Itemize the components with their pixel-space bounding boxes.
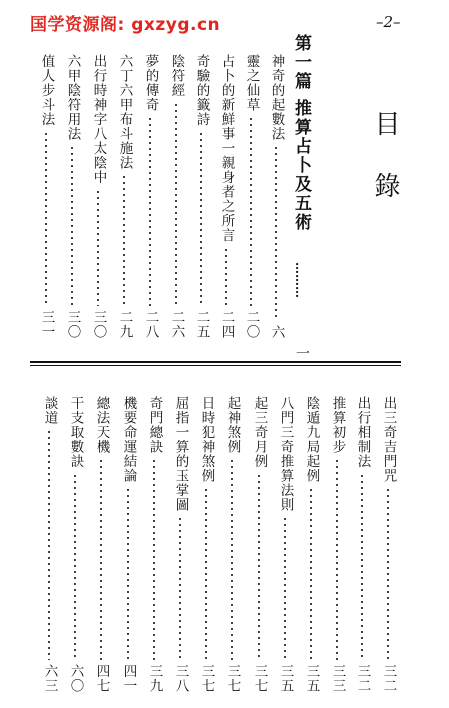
leader-dots — [336, 458, 338, 660]
leader-dots — [258, 473, 260, 661]
leader-dots — [275, 145, 277, 321]
watermark-text: 国学资源阁: gxzyg.cn — [30, 15, 221, 35]
toc-entry-title: 占卜的新鮮事一親身者之所言 — [218, 54, 235, 243]
leader-dots — [153, 458, 155, 660]
leader-dots — [387, 487, 389, 660]
toc-entry-title: 出三奇吉門咒 — [380, 396, 397, 483]
toc-entry-title: 奇驗的籤詩 — [193, 54, 210, 127]
toc-entry-title: 起神煞例 — [224, 396, 241, 454]
leader-dots — [48, 429, 50, 660]
leader-dots — [71, 145, 73, 306]
toc-entry-page: 三二 — [380, 664, 397, 693]
toc-entry — [196, 396, 216, 694]
toc-entry-title: 推算初步 — [329, 396, 346, 454]
toc-entry-title: 日時犯神煞例 — [198, 396, 215, 483]
toc-entry — [166, 54, 186, 340]
toc-entry-page: 二五 — [193, 310, 210, 339]
toc-entry — [118, 396, 138, 694]
toc-entry — [249, 396, 269, 694]
toc-entry — [91, 396, 111, 694]
leader-dots — [310, 487, 312, 660]
toc-entry-title: 夢的傳奇 — [142, 54, 159, 112]
toc-entry-title: 出行時神字八太陰中 — [90, 54, 107, 185]
toc-entry-title: 總法天機 — [93, 396, 110, 454]
toc-entry — [144, 396, 164, 694]
toc-entry-title: 值人步斗法 — [38, 54, 55, 127]
leader-dots — [175, 102, 177, 307]
toc-entry-title: 神奇的起數法 — [268, 54, 285, 141]
toc-entry — [62, 54, 82, 340]
leader-dots — [127, 487, 129, 660]
chapter-dots-text: ……… — [293, 262, 307, 298]
toc-entry — [39, 396, 59, 694]
leader-dots — [250, 116, 252, 306]
toc-entry-page: 四一 — [120, 664, 137, 693]
toc-entry-page: 三九 — [146, 664, 163, 693]
leader-dots — [205, 487, 207, 660]
toc-entry-page: 三二 — [354, 664, 371, 693]
toc-entry-page: 二八 — [142, 310, 159, 339]
toc-entry — [352, 396, 372, 694]
toc-entry-page: 三七 — [224, 664, 241, 693]
toc-entry-page: 四七 — [93, 664, 110, 693]
toc-entry-page: 三五 — [303, 664, 320, 693]
section-divider — [30, 361, 401, 363]
toc-entry — [378, 396, 398, 694]
leader-dots — [284, 516, 286, 660]
section-divider-thin — [30, 365, 401, 366]
toc-entry-title: 屈指一算的玉掌圖 — [172, 396, 189, 512]
toc-entry — [266, 54, 286, 340]
toc-entry-page: 二四 — [218, 310, 235, 339]
toc-entry — [88, 54, 108, 340]
leader-dots — [225, 247, 227, 307]
toc-entry-title: 六甲陰符用法 — [64, 54, 81, 141]
toc-entry-title: 陰符經 — [168, 54, 185, 98]
toc-entry-page: 二六 — [168, 310, 185, 339]
leader-dots — [100, 458, 102, 660]
toc-entry-page: 三三 — [329, 664, 346, 693]
leader-dots — [361, 473, 363, 661]
toc-entry — [191, 54, 211, 340]
toc-entry-title: 機要命運結論 — [120, 396, 137, 483]
toc-entry-title: 八門三奇推算法則 — [277, 396, 294, 512]
toc-entry-title: 出行相制法 — [354, 396, 371, 469]
chapter-title: 第一篇 推算占卜及五術 — [291, 34, 311, 232]
toc-entry-page: 三一 — [38, 310, 55, 339]
toc-entry-page: 三五 — [277, 664, 294, 693]
toc-entry-page: 二〇 — [243, 310, 260, 339]
leader-dots — [97, 189, 99, 307]
toc-entry-title: 起三奇月例 — [251, 396, 268, 469]
toc-entry — [301, 396, 321, 694]
toc-entry-page: 三八 — [172, 664, 189, 693]
toc-entry — [114, 54, 134, 340]
toc-entry — [216, 54, 236, 340]
leader-dots — [231, 458, 233, 660]
leader-dots — [74, 473, 76, 661]
toc-entry-page: 三七 — [251, 664, 268, 693]
toc-entry-page: 六〇 — [67, 664, 84, 693]
toc-entry-title: 奇門總訣 — [146, 396, 163, 454]
toc-entry — [36, 54, 56, 340]
leader-dots — [149, 116, 151, 306]
leader-dots — [179, 516, 181, 660]
toc-entry — [65, 396, 85, 694]
chapter-title-entry — [288, 34, 330, 361]
toc-entry-page: 三七 — [198, 664, 215, 693]
leader-dots — [200, 131, 202, 307]
toc-heading: 目 錄 — [370, 110, 400, 213]
toc-entry-title: 談道 — [41, 396, 58, 425]
toc-entry-page: 六 — [268, 325, 285, 340]
toc-entry-title: 六丁六甲布斗施法 — [116, 54, 133, 170]
toc-entry — [241, 54, 261, 340]
leader-dots — [123, 174, 125, 306]
toc-entry-page: 三〇 — [64, 310, 81, 339]
toc-entry-title: 干支取數訣 — [67, 396, 84, 469]
toc-entry-page: 六三 — [41, 664, 58, 693]
toc-entry-title: 靈之仙草 — [243, 54, 260, 112]
toc-entry — [222, 396, 242, 694]
toc-entry — [275, 396, 295, 694]
toc-entry-page: 二九 — [116, 310, 133, 339]
chapter-page: 一 — [294, 346, 310, 361]
toc-entry-title: 陰遁九局起例 — [303, 396, 320, 483]
page-number: –2– — [376, 13, 401, 31]
toc-entry — [327, 396, 347, 694]
toc-entry-page: 三〇 — [90, 310, 107, 339]
toc-entry — [170, 396, 190, 694]
leader-dots — [45, 131, 47, 307]
toc-entry — [140, 54, 160, 340]
